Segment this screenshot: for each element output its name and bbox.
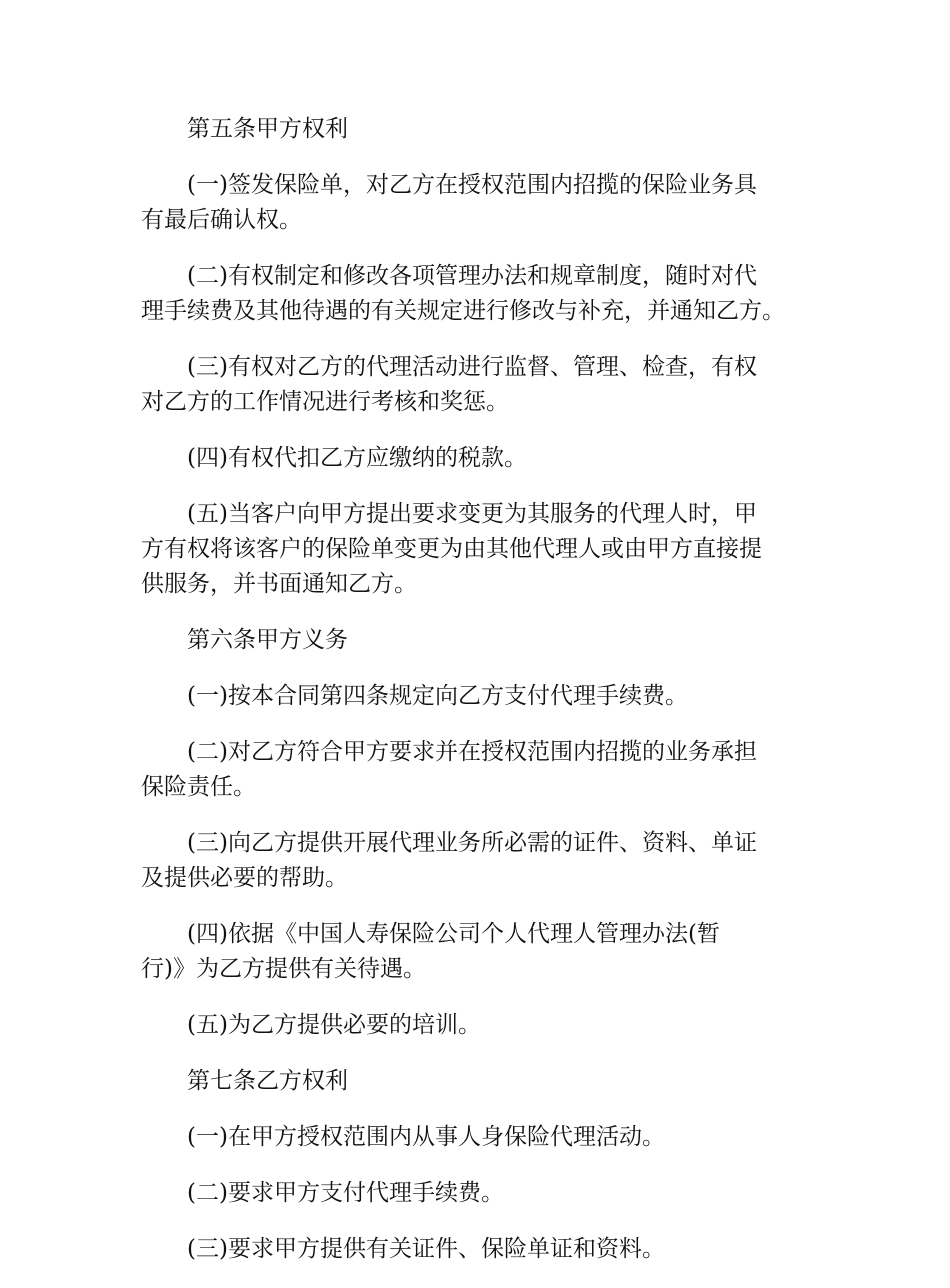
- article-heading: 第五条甲方权利: [187, 116, 348, 142]
- clause-paragraph: (一)按本合同第四条规定向乙方支付代理手续费。: [187, 683, 688, 709]
- document-body: [141, 112, 831, 1288]
- clause-paragraph: (三)要求甲方提供有关证件、保险单证和资料。: [187, 1236, 665, 1262]
- clause-paragraph: (二)有权制定和修改各项管理办法和规章制度，随时对代 理手续费及其他待遇的有关规定进行修改与补充，并通知乙方。: [141, 263, 785, 324]
- clause-paragraph: (三)有权对乙方的代理活动进行监督、管理、检查，有权 对乙方的工作情况进行考核和奖惩。: [141, 354, 757, 415]
- clause-paragraph: (三)向乙方提供开展代理业务所必需的证件、资料、单证 及提供必要的帮助。: [141, 830, 757, 891]
- clause-paragraph: (二)要求甲方支付代理手续费。: [187, 1180, 504, 1206]
- clause-paragraph: (二)对乙方符合甲方要求并在授权范围内招揽的业务承担 保险责任。: [141, 739, 757, 800]
- clause-paragraph: (四)依据《中国人寿保险公司个人代理人管理办法(暂 行)》为乙方提供有关待遇。: [141, 921, 720, 982]
- clause-paragraph: (一)在甲方授权范围内从事人身保险代理活动。: [187, 1124, 665, 1150]
- clause-paragraph: (五)当客户向甲方提出要求变更为其服务的代理人时，甲 方有权将该客户的保险单变更为由其他代理人或由甲方直接提 供服务，并书面通知乙方。: [141, 501, 762, 597]
- clause-paragraph: (五)为乙方提供必要的培训。: [187, 1012, 481, 1038]
- clause-paragraph: (四)有权代扣乙方应缴纳的税款。: [187, 445, 527, 471]
- clause-paragraph: (一)签发保险单，对乙方在授权范围内招揽的保险业务具 有最后确认权。: [141, 172, 757, 233]
- article-heading: 第七条乙方权利: [187, 1068, 348, 1094]
- article-heading: 第六条甲方义务: [187, 627, 348, 653]
